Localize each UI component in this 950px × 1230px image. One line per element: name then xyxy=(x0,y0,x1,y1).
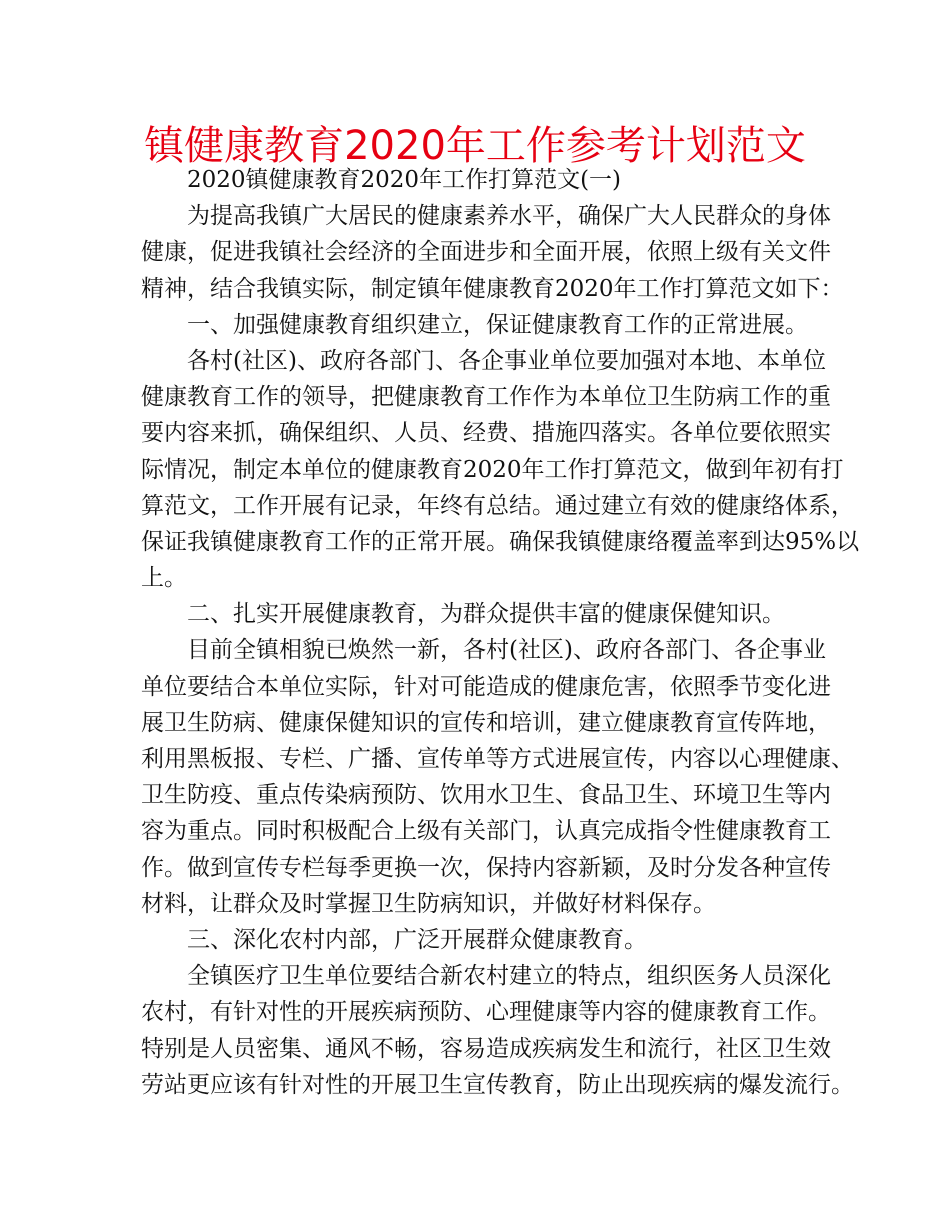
body-line: 一、加强健康教育组织建立，保证健康教育工作的正常进展。 xyxy=(187,311,808,338)
body-line: 要内容来抓，确保组织、人员、经费、措施四落实。各单位要依照实 xyxy=(141,420,831,447)
body-line: 算范文，工作开展有记录，年终有总结。通过建立有效的健康络体系， xyxy=(141,492,854,519)
body-line: 利用黑板报、专栏、广播、宣传单等方式进展宣传，内容以心理健康、 xyxy=(141,746,854,772)
body-line: 健康教育工作的领导，把健康教育工作作为本单位卫生防病工作的重 xyxy=(141,384,831,411)
body-line: 单位要结合本单位实际，针对可能造成的健康危害，依照季节变化进 xyxy=(141,673,831,700)
body-line: 作。做到宣传专栏每季更换一次，保持内容新颖，及时分发各种宣传 xyxy=(141,854,831,881)
body-line: 目前全镇相貌已焕然一新，各村(社区)、政府各部门、各企事业 xyxy=(187,637,826,664)
body-line: 三、深化农村内部，广泛开展群众健康教育。 xyxy=(187,926,647,953)
body-line: 保证我镇健康教育工作的正常开展。确保我镇健康络覆盖率到达95%以 xyxy=(141,528,860,555)
document-title: 镇健康教育2020年工作参考计划范文 xyxy=(144,123,806,169)
body-line: 二、扎实开展健康教育，为群众提供丰富的健康保健知识。 xyxy=(187,601,785,628)
body-line: 展卫生防病、健康保健知识的宣传和培训，建立健康教育宣传阵地， xyxy=(141,709,831,736)
body-line: 各村(社区)、政府各部门、各企事业单位要加强对本地、本单位 xyxy=(187,347,826,374)
body-line: 健康，促进我镇社会经济的全面进步和全面开展，依照上级有关文件 xyxy=(141,239,831,266)
body-line: 际情况，制定本单位的健康教育2020年工作打算范文，做到年初有打 xyxy=(141,456,844,483)
body-line: 特别是人员密集、通风不畅，容易造成疾病发生和流行，社区卫生效 xyxy=(141,1035,831,1062)
body-line: 卫生防疫、重点传染病预防、饮用水卫生、食品卫生、环境卫生等内 xyxy=(141,782,831,809)
body-line: 材料，让群众及时掌握卫生防病知识，并做好材料保存。 xyxy=(141,890,716,917)
body-line: 农村，有针对性的开展疾病预防、心理健康等内容的健康教育工作。 xyxy=(141,999,831,1026)
body-line: 2020镇健康教育2020年工作打算范文(一) xyxy=(187,167,622,193)
body-line: 劳站更应该有针对性的开展卫生宣传教育，防止出现疾病的爆发流行。 xyxy=(141,1071,854,1098)
body-line: 为提高我镇广大居民的健康素养水平，确保广大人民群众的身体 xyxy=(187,203,831,230)
body-line: 容为重点。同时积极配合上级有关部门，认真完成指令性健康教育工 xyxy=(141,818,831,845)
document-body xyxy=(141,162,860,1103)
body-line: 全镇医疗卫生单位要结合新农村建立的特点，组织医务人员深化 xyxy=(187,963,831,990)
body-line: 精神，结合我镇实际，制定镇年健康教育2020年工作打算范文如下： xyxy=(141,275,844,302)
body-line: 上。 xyxy=(141,565,187,592)
